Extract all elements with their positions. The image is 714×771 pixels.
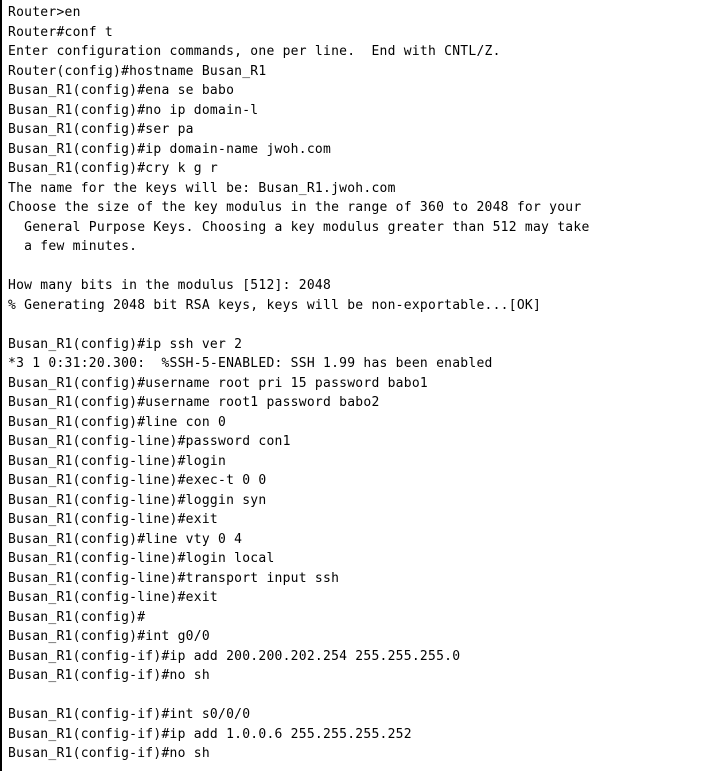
terminal-line: Busan_R1(config)#cry k g r [8,161,218,176]
terminal-line: Enter configuration commands, one per line. End with CNTL/Z. [8,44,501,59]
terminal-line: Router#conf t [8,24,113,40]
terminal-line: % Generating 2048 bit RSA keys, keys will be non-exportable...[OK] [8,297,542,313]
terminal-line: Busan_R1(config-line)#loggin syn [8,492,267,508]
terminal-line: Busan_R1(config)#line vty 0 4 [8,531,243,547]
terminal-line [8,686,712,706]
terminal-line: Busan_R1(config)#int g0/0 [8,629,210,644]
terminal-line [8,315,712,335]
terminal-line: Busan_R1(config-line)#exec-t 0 0 [8,473,267,488]
terminal-line: Busan_R1(config-if)#no sh [8,746,210,761]
terminal-line: Busan_R1(config-line)#password con1 [8,434,291,449]
terminal-line: Busan_R1(config)#ser pa [8,122,194,137]
terminal-line: Busan_R1(config)#no ip domain-l [8,102,259,118]
terminal-line: Busan_R1(config)# [8,609,146,625]
terminal-output[interactable] [8,3,712,769]
terminal-line: Busan_R1(config-if)#no sh [8,668,210,683]
terminal-line: Busan_R1(config-line)#login [8,453,227,469]
terminal-line: General Purpose Keys. Choosing a key modulus greater than 512 may take [8,219,590,235]
terminal-line: Busan_R1(config-if)#ip add 1.0.0.6 255.255.255.252 [8,726,412,742]
terminal-line: a few minutes. [8,239,138,254]
terminal-line: Busan_R1(config-line)#login local [8,551,275,566]
terminal-line: How many bits in the modulus [512]: 2048 [8,278,332,293]
terminal-line: Busan_R1(config)#ena se babo [8,83,235,98]
terminal-line: *3 1 0:31:20.300: %SSH-5-ENABLED: SSH 1.99 has been enabled [8,356,493,371]
terminal-line: Router>en [8,5,81,20]
terminal-line: Busan_R1(config)#line con 0 [8,414,227,430]
terminal-line: Busan_R1(config-line)#exit [8,512,218,527]
terminal-line: Router(config)#hostname Busan_R1 [8,63,267,79]
terminal-line [8,257,712,277]
terminal-line: Busan_R1(config-line)#transport input ssh [8,570,340,586]
terminal-line: Busan_R1(config-if)#ip add 200.200.202.254 255.255.255.0 [8,648,461,664]
terminal-line: Busan_R1(config)#ip domain-name jwoh.com [8,141,332,157]
terminal-line: Busan_R1(config)#username root1 password babo2 [8,395,380,410]
terminal-line: Busan_R1(config-if)#int s0/0/0 [8,707,251,722]
terminal-line: The name for the keys will be: Busan_R1.jwoh.com [8,180,396,196]
terminal-line: Busan_R1(config)#ip ssh ver 2 [8,336,243,352]
terminal-line: Busan_R1(config-line)#exit [8,590,218,605]
terminal-line: Busan_R1(config)#username root pri 15 password babo1 [8,375,428,391]
terminal-line: Choose the size of the key modulus in the range of 360 to 2048 for your [8,200,582,215]
